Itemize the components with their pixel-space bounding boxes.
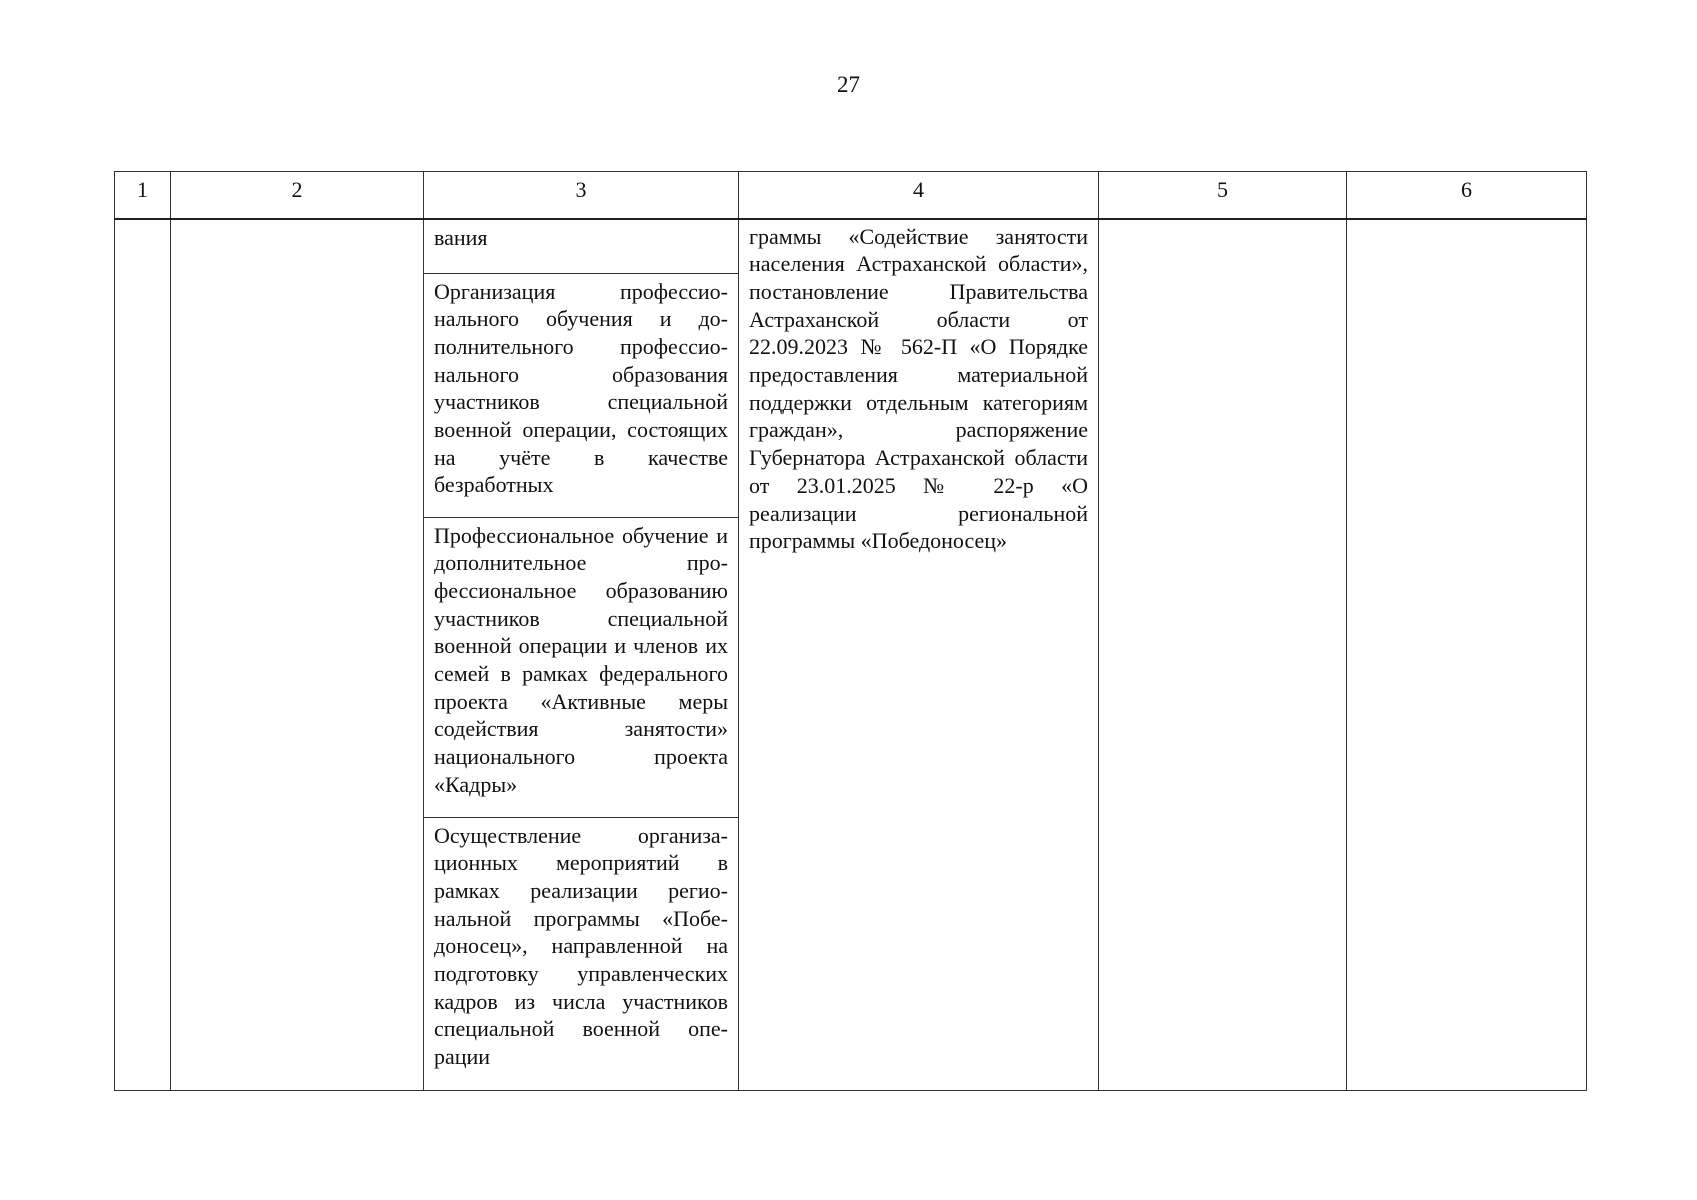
page-number: 27 [837, 72, 860, 97]
document-table [114, 171, 1587, 1091]
col3-item [424, 518, 738, 818]
column-header-1: 1 [115, 172, 171, 219]
cell-col1 [115, 219, 171, 1091]
table-row [115, 219, 1587, 1091]
col3-item-text: вания [434, 224, 488, 250]
cell-col3 [424, 219, 739, 1091]
col3-item [424, 274, 738, 518]
col3-stack [424, 220, 738, 1091]
column-header-6: 6 [1347, 172, 1587, 219]
cell-col2 [171, 219, 424, 1091]
col3-item-text: Организация профессионального обучения и дополнительного профессионального образования участников специальной военной операции, состоящих на учёте в качестве безработных [434, 278, 728, 498]
column-header-2: 2 [171, 172, 424, 219]
col3-item-text: Осуществление организационных мероприятий в рамках реализации региональной программы «Победоносец», направленной на подготовку управленческих кадров из числа участников специальной военной операции [434, 822, 728, 1070]
column-header-3: 3 [424, 172, 739, 219]
cell-col5 [1099, 219, 1347, 1091]
column-header-5: 5 [1099, 172, 1347, 219]
column-header-4: 4 [739, 172, 1099, 219]
table-header-row [115, 172, 1587, 219]
col3-item [424, 220, 738, 274]
col3-item [424, 818, 738, 1091]
col3-item-text: Профессиональное обучение и дополнительное профессиональное образованию участников специальной военной операции и членов их семей в рамках федерального проекта «Активные меры содействия занятости» национального проекта «Кадры» [434, 522, 728, 797]
cell-col6 [1347, 219, 1587, 1091]
col4-text: граммы «Содействие занятости населения Астраханской области», постановление Правительства Астраханской области от 22.09.2023 № 562-П «О Порядке предоставления материальной поддержки отдельным категориям граждан», распоряжение Губернатора Астраханской области от 23.01.2025 № 22-р «О реализации региональной программы «Победоносец» [749, 223, 1088, 554]
cell-col4 [739, 219, 1099, 1091]
